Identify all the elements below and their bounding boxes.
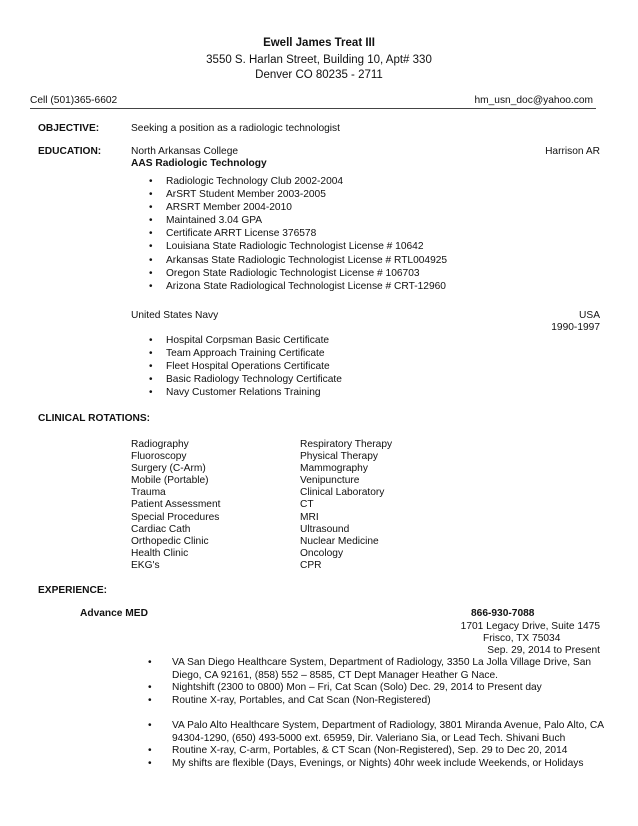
email: hm_usn_doc@yahoo.com: [474, 95, 593, 106]
list-item: Health Clinic: [131, 547, 189, 559]
list-item: • Maintained 3.04 GPA: [149, 214, 447, 227]
company-name: Advance MED: [80, 608, 148, 619]
experience-list-2: [148, 720, 604, 770]
company-address-1: 1701 Legacy Drive, Suite 1475: [460, 621, 600, 632]
rotations-left-column: [131, 439, 220, 572]
rotations-right-column: [300, 439, 392, 572]
education-location: Harrison AR: [545, 146, 600, 157]
employment-dates: Sep. 29, 2014 to Present: [487, 645, 600, 656]
objective-label: OBJECTIVE:: [38, 123, 100, 134]
list-item: • My shifts are flexible (Days, Evenings, or Nights) 40hr week include Weekends, or Holidays: [148, 758, 604, 771]
list-item: • ArSRT Student Member 2003-2005: [149, 188, 447, 201]
list-item: • Hospital Corpsman Basic Certificate: [149, 334, 342, 347]
rotations-label: CLINICAL ROTATIONS:: [38, 413, 151, 424]
education-list: [149, 175, 447, 293]
list-item: Clinical Laboratory: [300, 487, 385, 499]
list-item: • Routine X-ray, C-arm, Portables, & CT Scan (Non-Registered), Sep. 29 to Dec 20, 2014: [148, 745, 604, 758]
list-item: Patient Assessment: [131, 499, 221, 511]
list-item: CT: [300, 499, 314, 511]
education-school: North Arkansas College: [131, 146, 239, 157]
navy-location: USA: [579, 310, 600, 321]
list-item: Trauma: [131, 487, 166, 499]
phone: Cell (501)365-6602: [30, 95, 118, 106]
list-item: • Arizona State Radiological Technologist License # CRT-12960: [149, 280, 447, 293]
list-item: Special Procedures: [131, 511, 220, 523]
list-item: • Louisiana State Radiologic Technologist License # 10642: [149, 240, 447, 253]
list-item: Ultrasound: [300, 523, 350, 535]
navy-dates: 1990-1997: [551, 322, 600, 333]
list-item: Venipuncture: [300, 475, 360, 487]
list-item: • Team Approach Training Certificate: [149, 347, 342, 360]
list-item: Oncology: [300, 547, 344, 559]
list-item: Respiratory Therapy: [300, 439, 393, 450]
experience-label: EXPERIENCE:: [38, 585, 108, 596]
list-item: • Nightshift (2300 to 0800) Mon – Fri, Cat Scan (Solo) Dec. 29, 2014 to Present day: [148, 682, 604, 695]
list-item: • Fleet Hospital Operations Certificate: [149, 360, 342, 373]
list-item: • ARSRT Member 2004-2010: [149, 201, 447, 214]
address-line-2: Denver CO 80235 - 2711: [255, 69, 383, 81]
list-item: • VA San Diego Healthcare System, Department of Radiology, 3350 La Jolla Village Drive, San Diego, CA 92161, (858) 552 – 8585, CT Dept Manager Heather G Nace.: [148, 657, 604, 682]
list-item: Fluoroscopy: [131, 451, 187, 463]
list-item: Radiography: [131, 439, 189, 450]
objective-text: Seeking a position as a radiologic technologist: [131, 123, 340, 134]
resume-name: Ewell James Treat III: [263, 37, 375, 49]
list-item: • VA Palo Alto Healthcare System, Department of Radiology, 3801 Miranda Avenue, Palo Alto, CA 94304-1290, (650) 493-5000 ext. 65959, Dir. Valeriano Sia, or Lead Tech. Shivani Buch: [148, 720, 604, 745]
list-item: • Certificate ARRT License 376578: [149, 227, 447, 240]
navy-name: United States Navy: [131, 310, 219, 321]
list-item: Mammography: [300, 463, 368, 475]
list-item: MRI: [300, 511, 319, 523]
list-item: • Navy Customer Relations Training: [149, 386, 342, 399]
list-item: • Arkansas State Radiologic Technologist License # RTL004925: [149, 254, 447, 267]
list-item: Physical Therapy: [300, 451, 378, 463]
list-item: • Routine X-ray, Portables, and Cat Scan (Non-Registered): [148, 695, 604, 708]
list-item: • Radiologic Technology Club 2002-2004: [149, 175, 447, 188]
company-phone: 866-930-7088: [471, 608, 535, 619]
address-line-1: 3550 S. Harlan Street, Building 10, Apt# 330: [206, 54, 432, 66]
company-address-2: Frisco, TX 75034: [483, 633, 561, 644]
list-item: CPR: [300, 559, 322, 571]
header-divider: [30, 108, 596, 109]
education-degree: AAS Radiologic Technology: [131, 158, 267, 169]
list-item: Surgery (C-Arm): [131, 463, 206, 475]
list-item: • Oregon State Radiologic Technologist License # 106703: [149, 267, 447, 280]
list-item: EKG's: [131, 559, 160, 571]
list-item: Nuclear Medicine: [300, 535, 379, 547]
list-item: • Basic Radiology Technology Certificate: [149, 373, 342, 386]
education-label: EDUCATION:: [38, 146, 102, 157]
list-item: Cardiac Cath: [131, 523, 191, 535]
list-item: Mobile (Portable): [131, 475, 209, 487]
list-item: Orthopedic Clinic: [131, 535, 209, 547]
experience-list-1: [148, 657, 604, 707]
navy-list: [149, 334, 342, 399]
